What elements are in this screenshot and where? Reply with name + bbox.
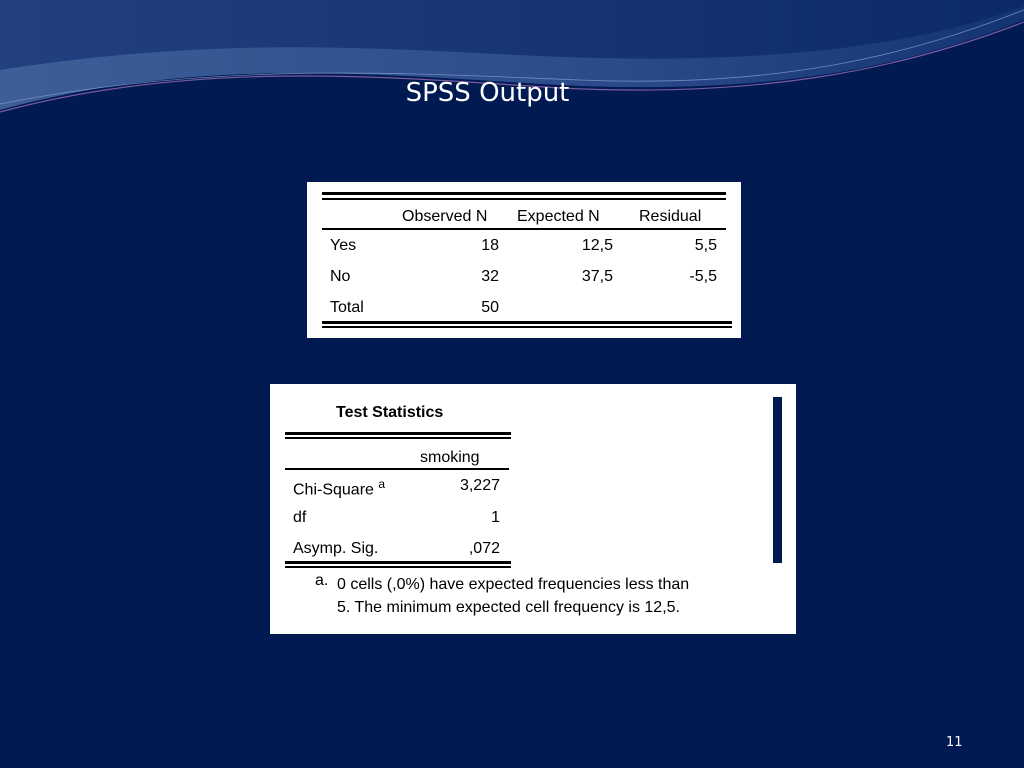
cell-observed: 32 — [481, 268, 499, 285]
test-statistics-title: Test Statistics — [336, 404, 444, 421]
footnote-line-2: 5. The minimum expected cell frequency is 12,5. — [337, 599, 680, 616]
footnote-ref: a — [378, 477, 386, 491]
row-label: Total — [330, 299, 364, 316]
slide-title: SPSS Output — [405, 78, 570, 108]
table-top-rule — [285, 432, 511, 435]
cell-residual: 5,5 — [694, 237, 717, 254]
table-top-rule — [322, 198, 726, 200]
row-label-df: df — [293, 509, 307, 526]
header-rule — [285, 468, 509, 470]
column-header-expected: Expected N — [517, 208, 600, 225]
vertical-bar — [773, 397, 782, 563]
asymp-sig-value: ,072 — [468, 540, 500, 557]
cell-observed: 18 — [481, 237, 499, 254]
footnote-mark: a. — [315, 572, 329, 589]
column-header-observed: Observed N — [402, 208, 488, 225]
row-label-asymp-sig: Asymp. Sig. — [293, 540, 379, 557]
header-rule — [322, 228, 726, 230]
row-label-chi-square — [293, 477, 385, 499]
cell-expected: 37,5 — [581, 268, 613, 285]
frequency-table — [307, 182, 741, 338]
footnote-line-1: 0 cells (,0%) have expected frequencies less than — [337, 576, 690, 593]
chi-square-value: 3,227 — [459, 477, 500, 494]
table-bottom-rule — [285, 561, 511, 564]
df-value: 1 — [491, 509, 500, 526]
column-header-residual: Residual — [639, 208, 702, 225]
column-header-smoking: smoking — [420, 449, 480, 466]
row-label: Yes — [330, 237, 357, 254]
table-bottom-rule — [285, 566, 511, 568]
table-bottom-rule — [322, 321, 732, 324]
cell-residual: -5,5 — [689, 268, 717, 285]
test-statistics-panel — [270, 384, 796, 634]
cell-expected: 12,5 — [581, 237, 613, 254]
page-number: 11 — [946, 735, 963, 750]
cell-observed: 50 — [481, 299, 499, 316]
table-top-rule — [285, 437, 511, 439]
table-bottom-rule — [322, 326, 732, 328]
chi-square-label: Chi-Square — [293, 481, 374, 499]
row-label: No — [330, 268, 351, 285]
table-top-rule — [322, 192, 726, 195]
